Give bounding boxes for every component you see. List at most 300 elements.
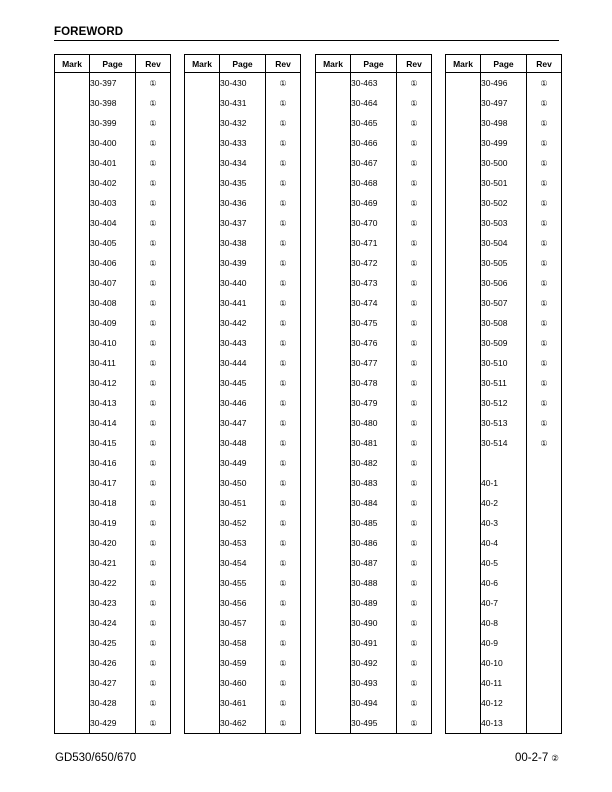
rev-cell: ①	[397, 253, 432, 273]
page-cell: 30-405	[90, 233, 136, 253]
rev-cell: ①	[136, 453, 171, 473]
mark-cell	[55, 333, 90, 353]
table-row	[446, 593, 562, 613]
page-cell: 30-474	[351, 293, 397, 313]
rev-cell: ①	[527, 193, 562, 213]
table-row	[316, 313, 432, 333]
mark-cell	[446, 713, 481, 734]
table-row	[316, 233, 432, 253]
rev-cell: ①	[136, 673, 171, 693]
rev-cell: ①	[266, 493, 301, 513]
mark-cell	[316, 173, 351, 193]
table-row	[446, 253, 562, 273]
rev-column-header: Rev	[397, 55, 432, 73]
table-row	[316, 73, 432, 94]
page-cell: 30-432	[220, 113, 266, 133]
table-row	[55, 153, 171, 173]
table-row	[446, 633, 562, 653]
rev-cell: ①	[397, 313, 432, 333]
table-row	[185, 453, 301, 473]
table-row	[446, 673, 562, 693]
table-row	[185, 313, 301, 333]
table-row	[55, 393, 171, 413]
page-cell: 30-451	[220, 493, 266, 513]
rev-cell: ①	[136, 73, 171, 94]
page-cell: 30-427	[90, 673, 136, 693]
rev-cell: ①	[136, 293, 171, 313]
table-row	[185, 233, 301, 253]
table-row	[55, 413, 171, 433]
page-cell: 30-484	[351, 493, 397, 513]
rev-cell: ①	[136, 393, 171, 413]
mark-cell	[185, 613, 220, 633]
table-row	[185, 493, 301, 513]
mark-cell	[185, 453, 220, 473]
rev-cell: ①	[266, 333, 301, 353]
mark-cell	[446, 73, 481, 94]
table-row	[55, 353, 171, 373]
table-row	[55, 93, 171, 113]
rev-cell: ①	[136, 173, 171, 193]
table-row	[446, 213, 562, 233]
table-row	[316, 353, 432, 373]
page-cell: 30-487	[351, 553, 397, 573]
table-row	[446, 693, 562, 713]
mark-cell	[55, 673, 90, 693]
page-cell: 40-4	[481, 533, 527, 553]
rev-cell: ①	[266, 193, 301, 213]
mark-cell	[316, 233, 351, 253]
page-cell: 30-410	[90, 333, 136, 353]
mark-cell	[185, 253, 220, 273]
rev-cell: ①	[397, 713, 432, 734]
table-row	[55, 593, 171, 613]
page-cell: 30-482	[351, 453, 397, 473]
page-column-header: Page	[351, 55, 397, 73]
mark-cell	[316, 193, 351, 213]
table-row	[185, 333, 301, 353]
rev-cell: ①	[136, 593, 171, 613]
rev-cell	[527, 573, 562, 593]
rev-cell: ①	[266, 373, 301, 393]
rev-cell	[527, 493, 562, 513]
table-row	[185, 593, 301, 613]
page-cell: 30-454	[220, 553, 266, 573]
rev-cell	[527, 653, 562, 673]
rev-cell: ①	[266, 713, 301, 734]
mark-cell	[316, 293, 351, 313]
page-list-table	[315, 54, 432, 734]
rev-cell: ①	[527, 273, 562, 293]
rev-cell: ①	[397, 513, 432, 533]
rev-cell: ①	[397, 613, 432, 633]
mark-cell	[446, 533, 481, 553]
table-row	[316, 433, 432, 453]
rev-cell: ①	[397, 153, 432, 173]
mark-cell	[185, 553, 220, 573]
table-row	[316, 393, 432, 413]
mark-cell	[185, 513, 220, 533]
table-row	[446, 613, 562, 633]
page-cell: 30-496	[481, 73, 527, 94]
page-cell: 30-429	[90, 713, 136, 734]
rev-cell: ①	[136, 693, 171, 713]
mark-cell	[55, 73, 90, 94]
table-row	[185, 373, 301, 393]
page-cell: 30-452	[220, 513, 266, 533]
rev-cell: ①	[397, 273, 432, 293]
table-row	[446, 113, 562, 133]
rev-cell: ①	[266, 613, 301, 633]
mark-cell	[185, 113, 220, 133]
page-cell: 30-401	[90, 153, 136, 173]
table-row	[185, 213, 301, 233]
rev-cell: ①	[397, 453, 432, 473]
page-cell: 40-6	[481, 573, 527, 593]
table-row	[55, 113, 171, 133]
page-cell: 30-436	[220, 193, 266, 213]
table-header-row	[185, 55, 301, 73]
table-row	[185, 713, 301, 734]
mark-cell	[55, 473, 90, 493]
page-cell: 30-446	[220, 393, 266, 413]
rev-cell: ①	[266, 313, 301, 333]
rev-cell: ①	[266, 533, 301, 553]
rev-cell: ①	[136, 213, 171, 233]
page-list-table	[54, 54, 171, 734]
mark-cell	[316, 353, 351, 373]
mark-cell	[446, 273, 481, 293]
rev-cell: ①	[136, 433, 171, 453]
mark-cell	[446, 313, 481, 333]
rev-cell	[527, 613, 562, 633]
rev-cell: ①	[527, 73, 562, 94]
table-row	[185, 173, 301, 193]
page-cell: 30-504	[481, 233, 527, 253]
page-cell: 30-399	[90, 113, 136, 133]
page-cell: 30-510	[481, 353, 527, 373]
table-row	[446, 333, 562, 353]
mark-cell	[185, 393, 220, 413]
mark-cell	[55, 653, 90, 673]
rev-cell: ①	[136, 413, 171, 433]
mark-cell	[55, 193, 90, 213]
mark-cell	[446, 413, 481, 433]
table-row	[316, 533, 432, 553]
rev-cell: ①	[266, 473, 301, 493]
page-cell: 30-477	[351, 353, 397, 373]
table-row	[55, 613, 171, 633]
mark-cell	[316, 653, 351, 673]
rev-cell: ①	[397, 633, 432, 653]
table-row	[55, 453, 171, 473]
table-row	[55, 553, 171, 573]
page-cell: 30-413	[90, 393, 136, 413]
mark-cell	[55, 633, 90, 653]
table-row	[185, 73, 301, 94]
rev-cell	[527, 473, 562, 493]
rev-cell: ①	[136, 373, 171, 393]
table-row	[185, 533, 301, 553]
page-number-block	[515, 752, 559, 764]
mark-cell	[316, 473, 351, 493]
mark-cell	[316, 313, 351, 333]
table-row	[446, 373, 562, 393]
page-cell: 30-438	[220, 233, 266, 253]
page-cell: 30-439	[220, 253, 266, 273]
page-cell: 40-12	[481, 693, 527, 713]
page-column-header: Page	[220, 55, 266, 73]
page-cell: 30-459	[220, 653, 266, 673]
page-cell: 30-453	[220, 533, 266, 553]
table-row	[316, 273, 432, 293]
rev-cell: ①	[266, 573, 301, 593]
page-cell: 30-505	[481, 253, 527, 273]
table-row	[446, 573, 562, 593]
page-cell: 30-456	[220, 593, 266, 613]
mark-cell	[55, 273, 90, 293]
mark-cell	[446, 473, 481, 493]
rev-cell: ①	[266, 673, 301, 693]
mark-cell	[185, 633, 220, 653]
table-row	[446, 133, 562, 153]
rev-cell: ①	[136, 573, 171, 593]
rev-cell: ①	[397, 113, 432, 133]
page-cell: 30-485	[351, 513, 397, 533]
rev-cell: ①	[136, 713, 171, 734]
rev-cell: ①	[266, 693, 301, 713]
page-cell: 30-455	[220, 573, 266, 593]
page-cell: 30-431	[220, 93, 266, 113]
mark-cell	[185, 473, 220, 493]
rev-cell: ①	[266, 113, 301, 133]
table-row	[446, 353, 562, 373]
mark-cell	[446, 253, 481, 273]
page-cell: 30-470	[351, 213, 397, 233]
rev-cell: ①	[136, 513, 171, 533]
page-cell: 30-475	[351, 313, 397, 333]
mark-cell	[55, 553, 90, 573]
rev-cell: ①	[136, 613, 171, 633]
page-cell: 30-494	[351, 693, 397, 713]
rev-cell: ①	[266, 93, 301, 113]
page-cell: 30-397	[90, 73, 136, 94]
table-row	[446, 173, 562, 193]
mark-cell	[185, 493, 220, 513]
page-cell: 40-10	[481, 653, 527, 673]
rev-cell	[527, 693, 562, 713]
table-row	[55, 273, 171, 293]
table-row	[185, 553, 301, 573]
rev-cell: ①	[136, 253, 171, 273]
rev-cell: ①	[397, 193, 432, 213]
page-cell: 30-497	[481, 93, 527, 113]
table-row	[55, 173, 171, 193]
page-cell: 30-483	[351, 473, 397, 493]
rev-cell: ①	[527, 153, 562, 173]
page-cell: 40-9	[481, 633, 527, 653]
table-row	[316, 653, 432, 673]
table-row	[55, 293, 171, 313]
rev-column-header: Rev	[527, 55, 562, 73]
page-cell: 30-465	[351, 113, 397, 133]
page-cell: 30-406	[90, 253, 136, 273]
mark-cell	[55, 213, 90, 233]
mark-cell	[185, 373, 220, 393]
page-cell: 40-8	[481, 613, 527, 633]
rev-cell: ①	[136, 193, 171, 213]
page-cell: 30-464	[351, 93, 397, 113]
table-row	[446, 293, 562, 313]
page-cell: 30-508	[481, 313, 527, 333]
page-cell: 30-402	[90, 173, 136, 193]
page-cell: 30-403	[90, 193, 136, 213]
page-cell: 30-441	[220, 293, 266, 313]
mark-cell	[316, 273, 351, 293]
rev-cell: ①	[397, 353, 432, 373]
rev-cell: ①	[397, 573, 432, 593]
rev-cell: ①	[397, 133, 432, 153]
page-cell: 30-443	[220, 333, 266, 353]
rev-cell	[527, 533, 562, 553]
rev-cell	[527, 593, 562, 613]
table-row	[185, 113, 301, 133]
rev-cell: ①	[136, 93, 171, 113]
rev-cell: ①	[527, 373, 562, 393]
mark-cell	[55, 693, 90, 713]
mark-cell	[446, 653, 481, 673]
page-cell: 30-458	[220, 633, 266, 653]
table-row	[185, 353, 301, 373]
page-cell: 30-437	[220, 213, 266, 233]
table-row	[316, 333, 432, 353]
mark-cell	[185, 673, 220, 693]
rev-cell: ①	[397, 213, 432, 233]
page-cell: 30-407	[90, 273, 136, 293]
rev-cell: ①	[527, 353, 562, 373]
rev-cell	[527, 673, 562, 693]
page-cell: 30-420	[90, 533, 136, 553]
mark-cell	[446, 113, 481, 133]
mark-cell	[185, 93, 220, 113]
rev-cell: ①	[266, 173, 301, 193]
mark-cell	[55, 373, 90, 393]
table-row	[446, 553, 562, 573]
page-cell: 30-442	[220, 313, 266, 333]
page-cell: 30-486	[351, 533, 397, 553]
mark-cell	[446, 433, 481, 453]
mark-cell	[316, 113, 351, 133]
page-cell: 30-423	[90, 593, 136, 613]
page-cell: 30-417	[90, 473, 136, 493]
table-row	[316, 453, 432, 473]
mark-cell	[316, 533, 351, 553]
rev-cell: ①	[266, 593, 301, 613]
table-row	[316, 493, 432, 513]
rev-cell: ①	[136, 233, 171, 253]
rev-cell: ①	[136, 533, 171, 553]
mark-column-header: Mark	[446, 55, 481, 73]
mark-cell	[446, 553, 481, 573]
mark-cell	[316, 433, 351, 453]
rev-cell: ①	[136, 553, 171, 573]
rev-cell: ①	[136, 113, 171, 133]
table-row	[55, 73, 171, 94]
mark-cell	[316, 453, 351, 473]
mark-cell	[316, 213, 351, 233]
table-row	[316, 713, 432, 734]
table-row	[185, 633, 301, 653]
rev-cell: ①	[266, 153, 301, 173]
rev-cell: ①	[397, 473, 432, 493]
table-row	[316, 173, 432, 193]
mark-cell	[316, 373, 351, 393]
rev-cell: ①	[397, 393, 432, 413]
table-row	[316, 153, 432, 173]
rev-cell: ①	[527, 133, 562, 153]
mark-cell	[446, 493, 481, 513]
page-cell: 40-7	[481, 593, 527, 613]
mark-cell	[446, 153, 481, 173]
page-cell: 30-501	[481, 173, 527, 193]
rev-cell: ①	[136, 153, 171, 173]
rev-cell: ①	[397, 373, 432, 393]
table-row	[185, 93, 301, 113]
rev-cell: ①	[266, 233, 301, 253]
page-cell: 30-467	[351, 153, 397, 173]
page-cell: 30-434	[220, 153, 266, 173]
page-cell: 30-440	[220, 273, 266, 293]
rev-cell: ①	[527, 433, 562, 453]
page-cell: 30-462	[220, 713, 266, 734]
table-row	[446, 413, 562, 433]
table-row	[316, 693, 432, 713]
table-row	[55, 213, 171, 233]
page-column-header: Page	[90, 55, 136, 73]
table-row	[55, 633, 171, 653]
mark-cell	[185, 713, 220, 734]
page-cell: 30-507	[481, 293, 527, 313]
page-cell: 30-457	[220, 613, 266, 633]
mark-cell	[55, 253, 90, 273]
rev-cell: ①	[527, 213, 562, 233]
table-row	[446, 193, 562, 213]
table-row	[55, 533, 171, 553]
mark-cell	[316, 673, 351, 693]
table-header-row	[446, 55, 562, 73]
mark-cell	[185, 333, 220, 353]
mark-cell	[55, 133, 90, 153]
rev-cell: ①	[527, 233, 562, 253]
table-row	[55, 253, 171, 273]
page-cell: 30-500	[481, 153, 527, 173]
table-row	[185, 193, 301, 213]
mark-cell	[446, 373, 481, 393]
table-row	[55, 373, 171, 393]
table-row	[185, 253, 301, 273]
page-cell: 30-422	[90, 573, 136, 593]
table-row	[446, 533, 562, 553]
page-column-header: Page	[481, 55, 527, 73]
table-row	[185, 613, 301, 633]
table-header-row	[55, 55, 171, 73]
table-row	[185, 273, 301, 293]
table-row	[446, 93, 562, 113]
rev-cell: ①	[397, 653, 432, 673]
rev-cell	[527, 713, 562, 734]
table-row	[316, 573, 432, 593]
mark-cell	[55, 153, 90, 173]
